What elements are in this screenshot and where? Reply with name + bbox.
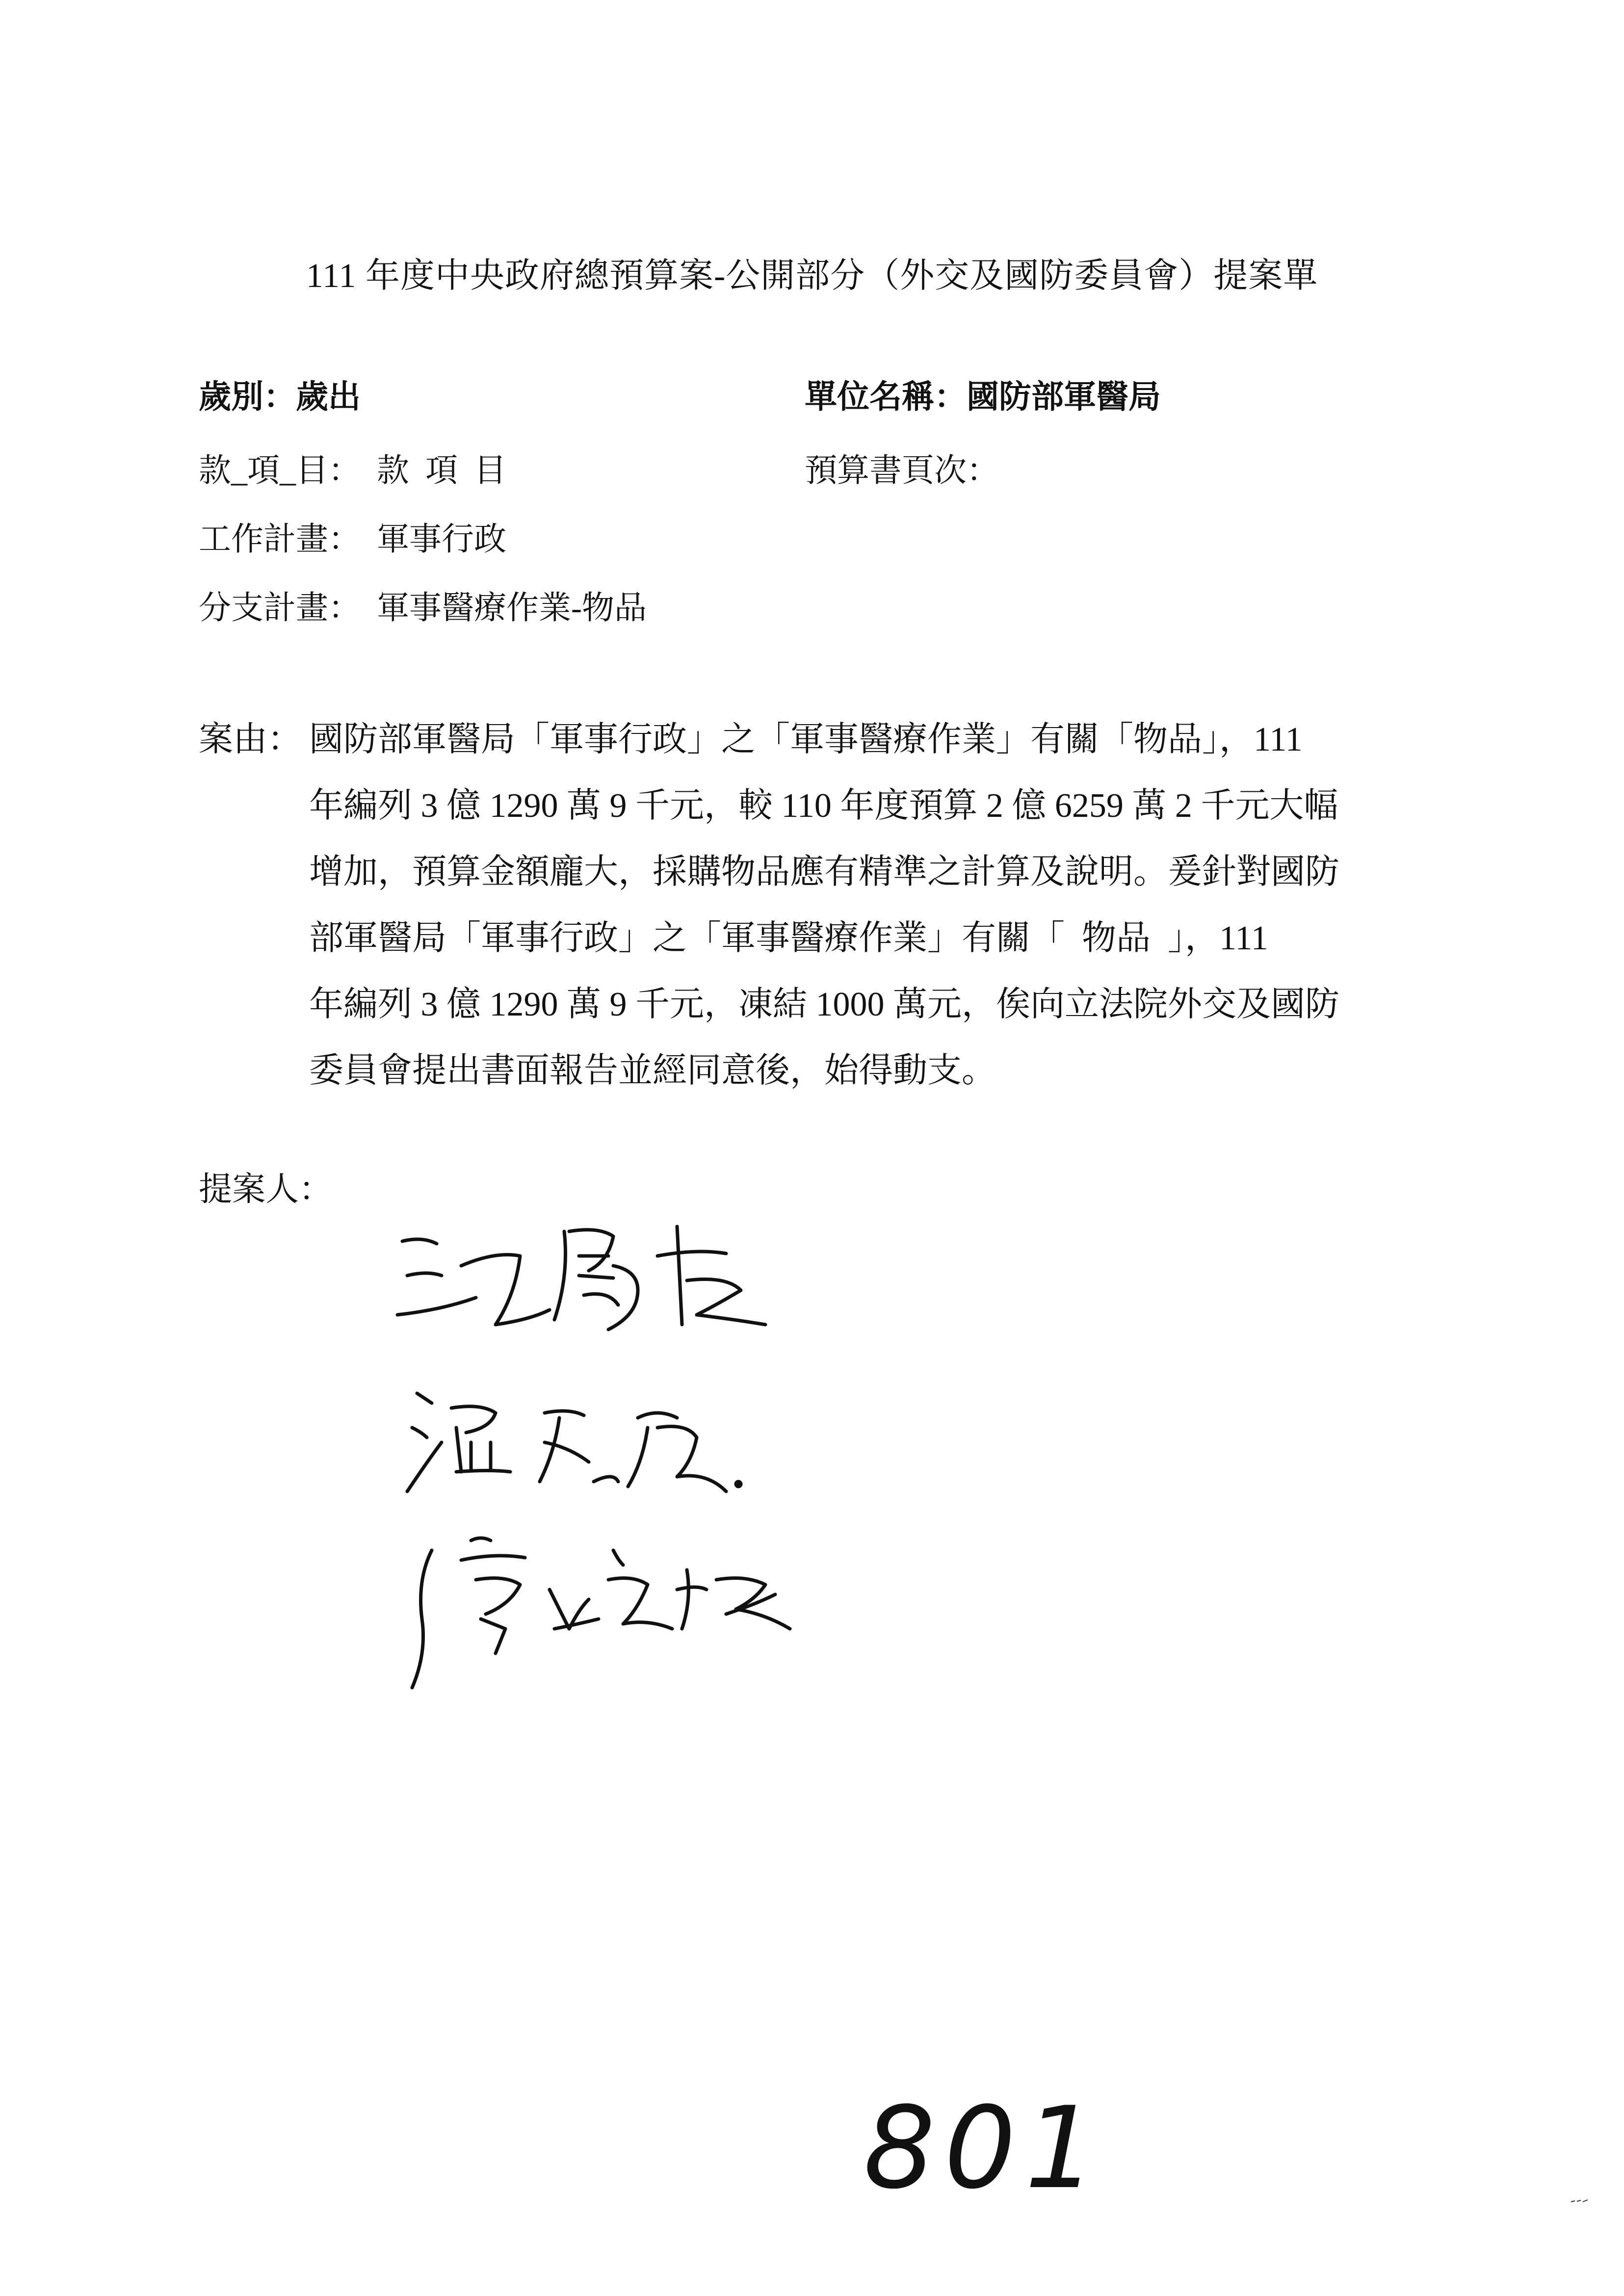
reason-label: 案由： bbox=[199, 721, 302, 758]
reason-line: 部軍醫局「軍事行政」之「軍事醫療作業」有關「 物品 」，111 bbox=[309, 919, 1268, 957]
reason-line: 委員會提出書面報告並經同意後，始得動支。 bbox=[309, 1052, 996, 1090]
page-number-text: 801 bbox=[864, 2083, 1105, 2214]
page-number bbox=[864, 2080, 1105, 2218]
sub-plan-label: 分支計畫： 軍事醫療作業-物品 bbox=[199, 590, 647, 626]
signature-3 bbox=[412, 1538, 790, 1688]
account-label: 款_項_目： 款 項 目 bbox=[199, 453, 506, 489]
work-plan-label: 工作計畫： 軍事行政 bbox=[199, 522, 506, 557]
reason-line: 年編列 3 億 1290 萬 9 千元，較 110 年度預算 2 億 6259 萬 2 千元大幅 bbox=[309, 787, 1338, 825]
signature-1 bbox=[397, 1226, 765, 1330]
category-label: 歲別：歲出 bbox=[199, 379, 361, 415]
budget-page-label: 預算書頁次： bbox=[805, 453, 999, 489]
reason-line: 年編列 3 億 1290 萬 9 千元，凍結 1000 萬元，俟向立法院外交及國防 bbox=[309, 986, 1339, 1023]
handwritten-signatures bbox=[383, 1197, 922, 1737]
reason-section bbox=[199, 706, 1465, 1104]
proposer-label: 提案人： bbox=[199, 1171, 333, 1208]
scan-mark bbox=[1570, 2198, 1590, 2205]
reason-line: 國防部軍醫局「軍事行政」之「軍事醫療作業」有關「物品」，111 bbox=[309, 721, 1303, 758]
unit-label: 單位名稱：國防部軍醫局 bbox=[805, 379, 1161, 415]
reason-line: 增加，預算金額龐大，採購物品應有精準之計算及說明。爰針對國防 bbox=[309, 853, 1339, 891]
document-title: 111 年度中央政府總預算案-公開部分（外交及國防委員會）提案單 bbox=[306, 257, 1318, 295]
signature-2 bbox=[407, 1393, 741, 1491]
